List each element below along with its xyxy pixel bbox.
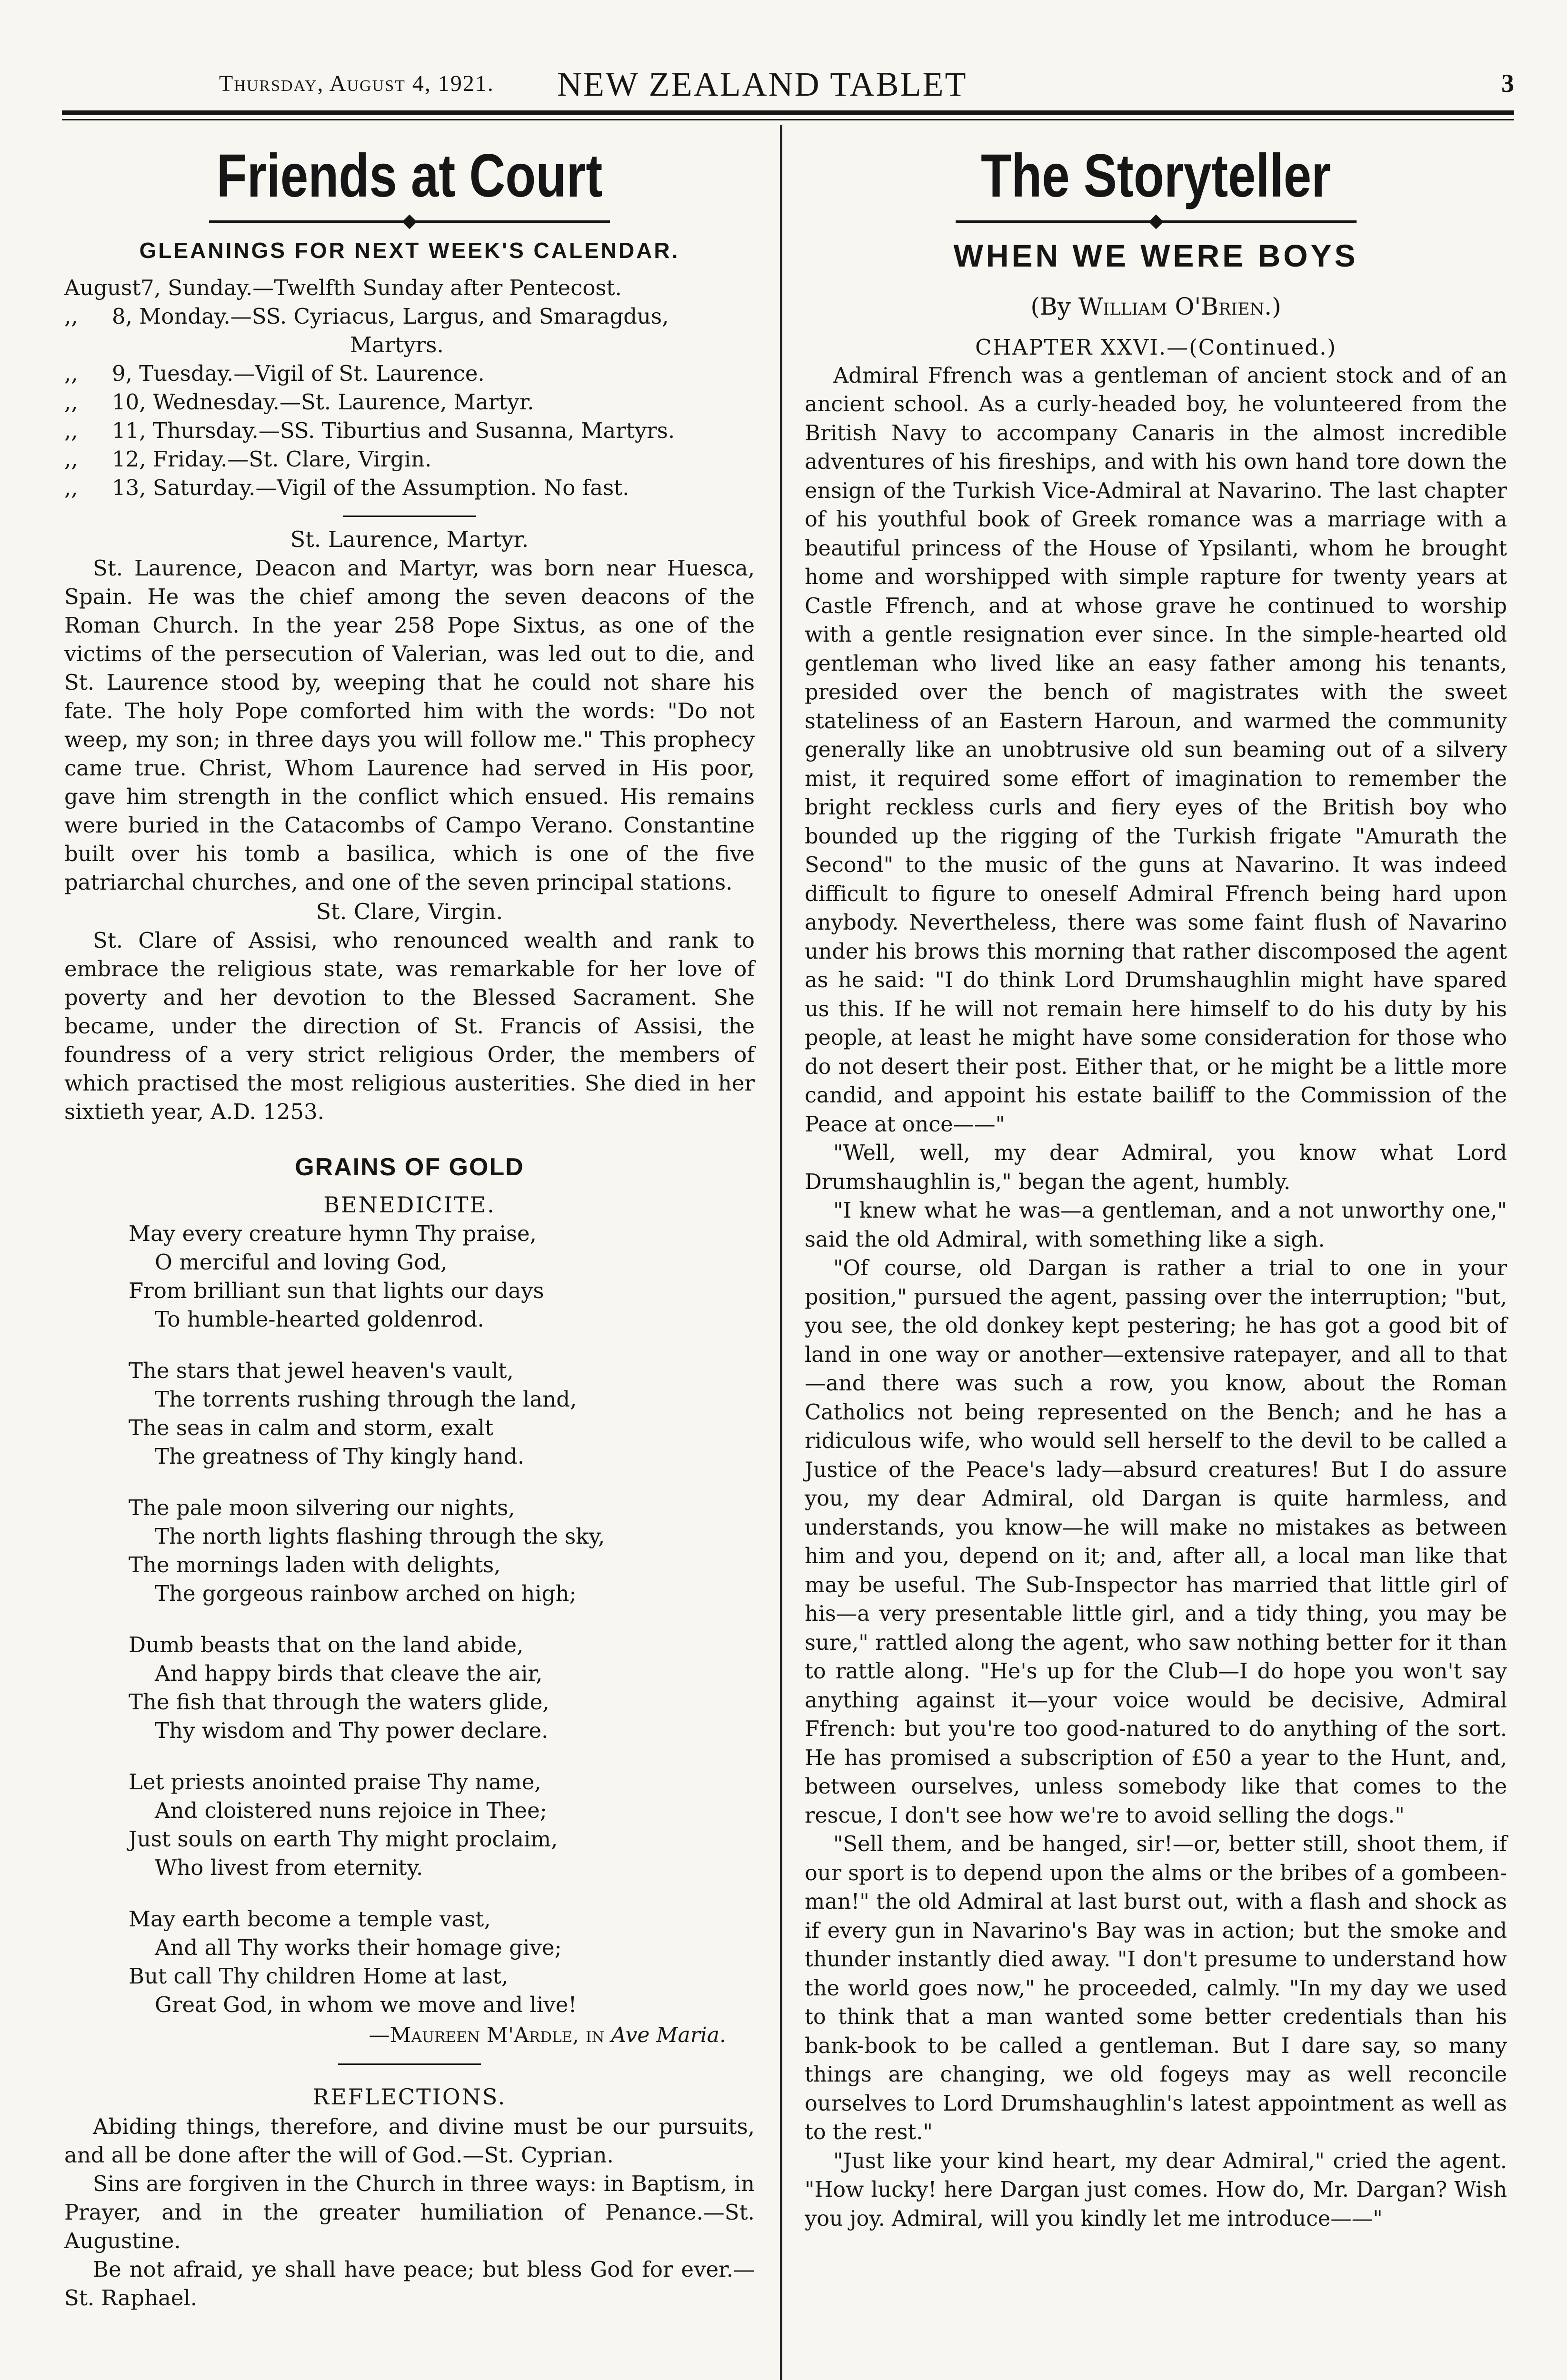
- short-rule: [338, 2063, 481, 2065]
- story-paragraph: Admiral Ffrench was a gentleman of ancient stock and of an ancient school. As a curly-headed boy, he volunteered from the British Navy to accompany Canaris in the almost incredible adventures of his fireships, and with his own hand tore down the ensign of the Turkish Vice-Admiral at Navarino. The last chapter of his youthful book of Greek romance was a marriage with a beautiful princess of the House of Ypsilanti, whom he brought home and worshipped with simple rapture for twenty years at Castle Ffrench, and at whose grave he continued to worship with a gentle resignation ever since. In the simple-hearted old gentleman who lived like an easy father among his tenants, presided over the bench of magistrates with the sweet stateliness of an Eastern Haroun, and warmed the community generally like an unobtrusive old sun beaming out of a silvery mist, it required some effort of imagination to remember the bright reckless curls and fiery eyes of the British boy who bounded up the rigging of the Turkish frigate "Amurath the Second" to the music of the guns at Navarino. It was indeed difficult to figure to oneself Admiral Ffrench being hard upon anybody. Nevertheless, there was some faint flush of Navarino under his brows this morning that rather discomposed the agent as he said: "I do think Lord Drumshaughlin might have spared us this. If he will not remain here himself to do his duty by his people, at least he might have some consideration for those who do not desert their post. Either that, or he might be a little more candid, and appoint his estate bailiff to the Commission of the Peace at once——": [805, 363, 1507, 1137]
- page-number: 3: [1501, 69, 1514, 98]
- laurence-text: St. Laurence, Deacon and Martyr, was born near Huesca, Spain. He was the chief among the seven deacons of the Roman Church. In the year 258 Pope Sixtus, as one of the victims of the persecution of Valerian, was led out to die, and St. Laurence stood by, weeping that he could not share his fate. The holy Pope comforted him with the words: "Do not weep, my son; in three days you will follow me." This prophecy came true. Christ, Whom Laurence had served in His poor, gave him strength in the conflict which ensued. His remains were buried in the Catacombs of Campo Verano. Constantine built over his tomb a basilica, which is one of the five patriarchal churches, and one of the seven principal stations.: [64, 555, 755, 895]
- laurence-heading: St. Laurence, Martyr.: [290, 526, 529, 552]
- calendar-row: ,, 8, Monday.—SS. Cyriacus, Largus, and Smaragdus,: [64, 303, 669, 329]
- chapter-heading: CHAPTER XXVI.—(Continued.): [975, 334, 1337, 360]
- right-column: [805, 133, 1507, 2233]
- reflection-text: Sins are forgiven in the Church in three ways: in Baptism, in Prayer, and in the greater humiliation of Penance.—St. Augustine.: [64, 2171, 755, 2253]
- ornament-rule: [64, 217, 755, 231]
- calendar-row: ,, 9, Tuesday.—Vigil of St. Laurence.: [64, 360, 485, 386]
- poem-stanza: The stars that jewel heaven's vault, The torrents rushing through the land, The seas in calm and storm, exalt The greatness of Thy kingly hand.: [129, 1358, 577, 1469]
- reflection-text: Be not afraid, ye shall have peace; but bless God for ever.—St. Raphael.: [64, 2256, 755, 2311]
- poem-stanza: Let priests anointed praise Thy name, And cloistered nuns rejoice in Thee; Just souls on earth Thy might proclaim, Who livest from eternity.: [129, 1769, 558, 1880]
- calendar-subheading: GLEANINGS FOR NEXT WEEK'S CALENDAR.: [139, 238, 680, 263]
- friends-at-court-heading: Friends at Court: [216, 142, 603, 210]
- ornament-rule: [805, 217, 1507, 231]
- calendar-row: ,, 10, Wednesday.—St. Laurence, Martyr.: [64, 389, 534, 415]
- header-rule: [62, 110, 1514, 115]
- poem-stanza: Dumb beasts that on the land abide, And happy birds that cleave the air, The fish that through the waters glide, Thy wisdom and Thy power declare.: [129, 1632, 549, 1743]
- poem-attribution: —Maureen M'Ardle, in Ave Maria.: [369, 2023, 726, 2047]
- clare-text: St. Clare of Assisi, who renounced wealth and rank to embrace the religious state, was remarkable for her love of poverty and her devotion to the Blessed Sacrament. She became, under the direction of St. Francis of Assisi, the foundress of a very strict religious Order, the members of which practised the most religious austerities. She died in her sixtieth year, A.D. 1253.: [64, 927, 755, 1124]
- story-paragraph: "Well, well, my dear Admiral, you know what Lord Drumshaughlin is," began the agent, humbly.: [805, 1141, 1507, 1194]
- story-title: WHEN WE WERE BOYS: [953, 238, 1358, 273]
- newspaper-title: NEW ZEALAND TABLET: [557, 65, 968, 103]
- storyteller-heading: The Storyteller: [981, 142, 1331, 210]
- calendar-row: August 7, Sunday.—Twelfth Sunday after Pentecost.: [64, 275, 622, 300]
- story-paragraph: "Just like your kind heart, my dear Admiral," cried the agent. "How lucky! here Dargan just comes. How do, Mr. Dargan? Wish you joy. Admiral, will you kindly let me introduce——": [805, 2149, 1507, 2231]
- calendar-row: Martyrs.: [350, 332, 444, 357]
- clare-heading: St. Clare, Virgin.: [316, 898, 503, 924]
- poem-stanza: May earth become a temple vast, And all Thy works their homage give; But call Thy children Home at last, Great God, in whom we move and live!: [129, 1906, 577, 2017]
- poem-stanza: The pale moon silvering our nights, The north lights flashing through the sky, The mornings laden with delights, The gorgeous rainbow arched on high;: [129, 1495, 605, 1606]
- calendar-row: ,, 13, Saturday.—Vigil of the Assumption. No fast.: [64, 475, 629, 500]
- story-paragraph: "I knew what he was—a gentleman, and a not unworthy one," said the old Admiral, with something like a sigh.: [805, 1199, 1507, 1252]
- issue-date: Thursday, August 4, 1921.: [219, 71, 494, 96]
- reflection-text: Abiding things, therefore, and divine must be our pursuits, and all be done after the will of God.—St. Cyprian.: [64, 2113, 755, 2168]
- reflections-heading: REFLECTIONS.: [312, 2083, 507, 2110]
- poem-stanza: May every creature hymn Thy praise, O merciful and loving God, From brilliant sun that lights our days To humble-hearted goldenrod.: [129, 1220, 544, 1332]
- story-paragraph: "Sell them, and be hanged, sir!—or, better still, shoot them, if our sport is to depend upon the alms or the bribes of a gombeen-man!" the old Admiral at last burst out, with a flash and shock as if every gun in Navarino's Bay was in action; but the smoke and thunder instantly died away. "I don't presume to understand how the world goes now," he proceeded, calmly. "In my day we used to think that a man wanted some better credentials than his bank-book to be called a gentleman. But I dare say, so many things are changing, we old fogeys may as well reconcile ourselves to Lord Drumshaughlin's latest appointment as well as to the rest.": [805, 1832, 1507, 2145]
- byline: (By William O'Brien.): [1030, 292, 1281, 320]
- column-divider: [780, 125, 782, 2380]
- calendar-row: ,, 11, Thursday.—SS. Tiburtius and Susanna, Martyrs.: [64, 417, 675, 443]
- left-column: [64, 133, 755, 2312]
- masthead: [62, 67, 1514, 105]
- story-body: [805, 362, 1507, 2234]
- grains-of-gold-heading: GRAINS OF GOLD: [295, 1153, 524, 1181]
- calendar-row: ,, 12, Friday.—St. Clare, Virgin.: [64, 446, 432, 472]
- header-rule-thin: [62, 119, 1514, 120]
- story-paragraph: "Of course, old Dargan is rather a trial to one in your position," pursued the agent, passing over the interruption; "but, you see, the old donkey kept pestering; he has got a good bit of land in one way or another—extensive ratepayer, and all to that—and there was such a row, you know, about the Roman Catholics not being represented on the Bench; and he has a ridiculous wife, who would sell herself to the devil to be called a Justice of the Peace's lady—absurd creatures! But I do assure you, my dear Admiral, old Dargan is quite harmless, and understands, you know—he will make no mistakes as between him and you, depend on it; and, after all, a local man like that may be useful. The Sub-Inspector has married that little girl of his—a very presentable little girl, and a tidy thing, you may be sure," rattled along the agent, who saw nothing better for it than to rattle along. "He's up for the Club—I do hope you won't say anything against it—your voice would be decisive, Admiral Ffrench: but you're too good-natured to do anything of the sort. He has promised a subscription of £50 a year to the Hunt, and, between ourselves, unless somebody like that comes to the rescue, I don't see how we're to avoid selling the dogs.": [805, 1256, 1507, 1828]
- poem-title: BENEDICITE.: [323, 1191, 496, 1218]
- short-rule: [343, 516, 476, 517]
- calendar-list: [64, 274, 755, 502]
